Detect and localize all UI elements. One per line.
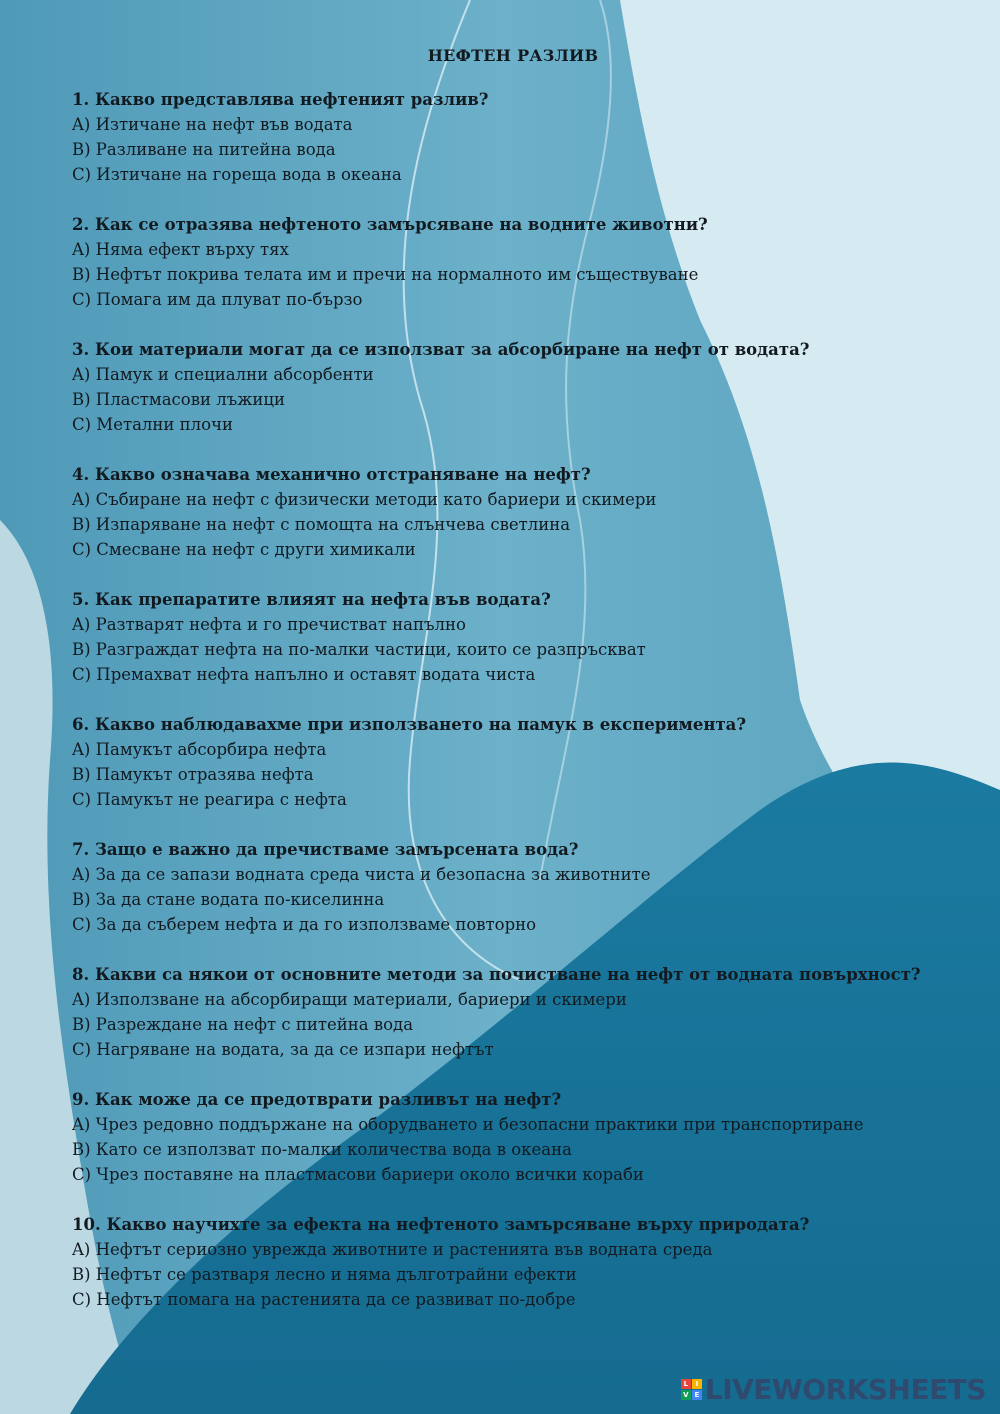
question-text: 3. Кои материали могат да се използват за абсорбиране на нефт от водата? [72, 340, 810, 359]
answer-option[interactable]: C) Премахват нефта напълно и оставят водата чиста [72, 665, 536, 684]
answer-option[interactable]: C) Нагряване на водата, за да се изпари нефтът [72, 1040, 494, 1059]
answer-option[interactable]: B) Изпаряване на нефт с помощта на слънчева светлина [72, 515, 571, 534]
answer-option[interactable]: A) Памук и специални абсорбенти [72, 365, 374, 384]
answer-option[interactable]: C) За да съберем нефта и да го използваме повторно [72, 915, 537, 934]
answer-option[interactable]: A) Нефтът сериозно уврежда животните и растенията във водната среда [72, 1240, 713, 1259]
question-9 [72, 1087, 954, 1187]
answer-option[interactable]: A) Памукът абсорбира нефта [72, 740, 327, 759]
liveworksheets-logo[interactable] [681, 1373, 986, 1406]
question-text: 9. Как може да се предотврати разливът на нефт? [72, 1090, 562, 1109]
answer-option[interactable]: B) Нефтът се разтваря лесно и няма дълготрайни ефекти [72, 1265, 577, 1284]
question-text: 7. Защо е важно да пречистваме замърсената вода? [72, 840, 579, 859]
question-2 [72, 212, 954, 312]
answer-option[interactable]: B) Пластмасови лъжици [72, 390, 286, 409]
question-4 [72, 462, 954, 562]
logo-letter: V [681, 1390, 691, 1400]
answer-option[interactable]: A) Чрез редовно поддържане на оборудването и безопасни практики при транспортиране [72, 1115, 864, 1134]
worksheet-title: НЕФТЕН РАЗЛИВ [427, 46, 599, 65]
answer-option[interactable]: A) Разтварят нефта и го пречистват напълно [72, 615, 466, 634]
answer-option[interactable]: A) За да се запази водната среда чиста и безопасна за животните [72, 865, 651, 884]
answer-option[interactable]: C) Чрез поставяне на пластмасови бариери около всички кораби [72, 1165, 644, 1184]
question-text: 1. Какво представлява нефтеният разлив? [72, 90, 489, 109]
question-10 [72, 1212, 954, 1312]
answer-option[interactable]: C) Изтичане на гореща вода в океана [72, 165, 402, 184]
question-text: 4. Какво означава механично отстраняване на нефт? [72, 465, 591, 484]
answer-option[interactable]: A) Изтичане на нефт във водата [72, 115, 353, 134]
question-text: 6. Какво наблюдавахме при използването на памук в експеримента? [72, 715, 747, 734]
answer-option[interactable]: C) Нефтът помага на растенията да се развиват по-добре [72, 1290, 576, 1309]
answer-option[interactable]: A) Използване на абсорбиращи материали, бариери и скимери [72, 990, 627, 1009]
answer-option[interactable]: A) Събиране на нефт с физически методи като бариери и скимери [72, 490, 657, 509]
answer-option[interactable]: B) Нефтът покрива телата им и пречи на нормалното им съществуване [72, 265, 699, 284]
answer-option[interactable]: B) Разреждане на нефт с питейна вода [72, 1015, 414, 1034]
answer-option[interactable]: B) Като се използват по-малки количества вода в океана [72, 1140, 572, 1159]
logo-letter: L [681, 1379, 691, 1389]
question-text: 8. Какви са някои от основните методи за почистване на нефт от водната повърхност? [72, 965, 921, 984]
question-8 [72, 962, 954, 1062]
question-text: 5. Как препаратите влияят на нефта във водата? [72, 590, 551, 609]
question-text: 2. Как се отразява нефтеното замърсяване на водните животни? [72, 215, 708, 234]
question-3 [72, 337, 954, 437]
answer-option[interactable]: C) Памукът не реагира с нефта [72, 790, 347, 809]
logo-letter: E [692, 1390, 702, 1400]
logo-letter: I [692, 1379, 702, 1389]
logo-blocks-icon [681, 1379, 702, 1400]
logo-text: LIVEWORKSHEETS [704, 1373, 986, 1406]
question-1 [72, 87, 954, 187]
answer-option[interactable]: B) За да стане водата по-киселинна [72, 890, 385, 909]
question-6 [72, 712, 954, 812]
question-5 [72, 587, 954, 687]
answer-option[interactable]: A) Няма ефект върху тях [72, 240, 289, 259]
worksheet [72, 46, 954, 1337]
answer-option[interactable]: C) Смесване на нефт с други химикали [72, 540, 416, 559]
answer-option[interactable]: B) Разграждат нефта на по-малки частици, които се разпръскват [72, 640, 646, 659]
answer-option[interactable]: C) Метални плочи [72, 415, 233, 434]
answer-option[interactable]: B) Разливане на питейна вода [72, 140, 336, 159]
question-7 [72, 837, 954, 937]
answer-option[interactable]: B) Памукът отразява нефта [72, 765, 314, 784]
question-text: 10. Какво научихте за ефекта на нефтеното замърсяване върху природата? [72, 1215, 810, 1234]
answer-option[interactable]: C) Помага им да плуват по-бързо [72, 290, 363, 309]
